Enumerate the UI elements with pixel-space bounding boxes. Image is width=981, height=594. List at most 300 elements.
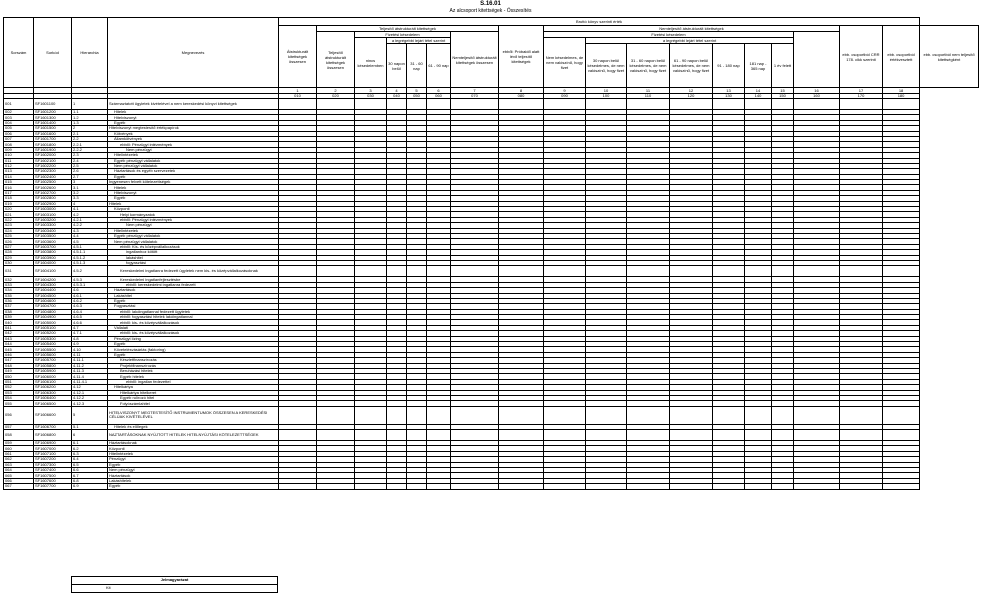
row-number: 001 — [4, 99, 34, 110]
row-code: SF1603300 — [34, 223, 72, 228]
group-header-nemteljesito: Nemteljesítő átstrukturált kitettségek — [544, 26, 840, 32]
row-hierarchy: 1.1 — [72, 110, 108, 115]
row-hierarchy: 4.2.2 — [72, 223, 108, 228]
col-header-5: 31 - 60 nap — [407, 44, 427, 88]
row-code: SF1603900 — [34, 255, 72, 260]
value-cell[interactable] — [544, 406, 586, 424]
row-code: SF1606200 — [34, 385, 72, 390]
row-name: Háztartások — [108, 473, 279, 478]
value-cell[interactable] — [772, 99, 794, 110]
row-name: Egyéb — [108, 484, 279, 489]
value-cell[interactable] — [670, 266, 713, 277]
column-number: 10 — [586, 88, 627, 94]
row-hierarchy: 2.7 — [72, 174, 108, 179]
page-title: S.16.01 — [480, 1, 501, 7]
row-name: Pénzügyi lízing — [108, 336, 279, 341]
row-code: SF1605100 — [34, 325, 72, 330]
value-cell[interactable] — [387, 99, 407, 110]
row-name: Nem pénzügyi — [108, 468, 279, 473]
row-code: SF1602900 — [34, 201, 72, 206]
row-number: 029 — [4, 255, 34, 260]
row-code: SF1604300 — [34, 282, 72, 287]
value-cell[interactable] — [499, 99, 544, 110]
column-number: 12 — [670, 88, 713, 94]
row-hierarchy: 6.7 — [72, 473, 108, 478]
row-hierarchy: 4.8 — [72, 336, 108, 341]
row-name: Egyéb rulírozó hitel — [108, 395, 279, 400]
row-number: 054 — [4, 395, 34, 400]
row-hierarchy: 4.5.1.2 — [72, 255, 108, 260]
row-number: 044 — [4, 342, 34, 347]
value-cell[interactable] — [317, 484, 355, 489]
row-number: 009 — [4, 147, 34, 152]
value-cell[interactable] — [279, 266, 317, 277]
value-cell[interactable] — [627, 484, 670, 489]
row-hierarchy: 6.6 — [72, 468, 108, 473]
row-hierarchy: 6.4 — [72, 457, 108, 462]
value-cell[interactable] — [427, 406, 451, 424]
value-cell[interactable] — [355, 266, 387, 277]
row-name: fogyasztási — [108, 260, 279, 265]
row-hierarchy: 3.3 — [72, 196, 108, 201]
row-number: 042 — [4, 331, 34, 336]
value-cell[interactable] — [627, 99, 670, 110]
row-number: 027 — [4, 244, 34, 249]
row-hierarchy: 4.5.1 — [72, 244, 108, 249]
row-name: Helyi kormányzatok — [108, 212, 279, 217]
column-code: 130 — [713, 94, 745, 99]
row-hierarchy: 4.5.1.1 — [72, 250, 108, 255]
row-number: 014 — [4, 174, 34, 179]
value-cell[interactable] — [499, 406, 544, 424]
row-number: 052 — [4, 385, 34, 390]
column-code: 170 — [840, 94, 883, 99]
row-name: ebből: Kis- és középvállalkozások — [108, 244, 279, 249]
row-number: 005 — [4, 126, 34, 131]
value-cell[interactable] — [772, 406, 794, 424]
row-number: 025 — [4, 233, 34, 238]
row-hierarchy: 4 — [72, 201, 108, 206]
row-hierarchy: 6.9 — [72, 484, 108, 489]
row-number: 021 — [4, 212, 34, 217]
row-number: 040 — [4, 320, 34, 325]
value-cell[interactable] — [586, 99, 627, 110]
row-hierarchy: 4.5 — [72, 239, 108, 244]
column-number: 2 — [317, 88, 355, 94]
row-hierarchy: 6.2 — [72, 446, 108, 451]
col-header-13: 91 - 180 nap — [713, 44, 745, 88]
legend-value: Kit — [106, 585, 111, 590]
value-cell[interactable] — [387, 430, 407, 441]
row-number: 018 — [4, 196, 34, 201]
value-cell[interactable] — [840, 484, 883, 489]
row-code: SF1606000 — [34, 374, 72, 379]
value-cell[interactable] — [544, 266, 586, 277]
row-name: Központi — [108, 446, 279, 451]
row-code: SF1607600 — [34, 478, 72, 483]
row-hierarchy: 4.11.3 — [72, 368, 108, 373]
value-cell[interactable] — [713, 430, 745, 441]
value-cell[interactable] — [713, 266, 745, 277]
row-name: Lakáshitelek — [108, 478, 279, 483]
row-number: 049 — [4, 368, 34, 373]
row-number: 034 — [4, 288, 34, 293]
row-name: Államkötvények — [108, 136, 279, 141]
value-cell[interactable] — [317, 266, 355, 277]
value-cell[interactable] — [772, 430, 794, 441]
row-hierarchy: 4.5.2 — [72, 266, 108, 277]
row-name: Származtatott ügyletek kivételével a nem kereskedési könyvi kitettségek — [108, 99, 279, 110]
row-hierarchy: 4.12.2 — [72, 395, 108, 400]
value-cell[interactable] — [745, 99, 772, 110]
value-cell[interactable] — [670, 430, 713, 441]
value-cell[interactable] — [794, 266, 840, 277]
row-name: Nem pénzügyi — [108, 147, 279, 152]
value-cell[interactable] — [883, 484, 920, 489]
row-code: SF1604200 — [34, 277, 72, 282]
value-cell[interactable] — [355, 430, 387, 441]
value-cell[interactable] — [586, 266, 627, 277]
value-cell[interactable] — [427, 484, 451, 489]
value-cell[interactable] — [544, 99, 586, 110]
row-name: Egyéb — [108, 298, 279, 303]
value-cell[interactable] — [794, 406, 840, 424]
value-cell[interactable] — [407, 430, 427, 441]
column-code: 060 — [427, 94, 451, 99]
row-hierarchy: 4.2.1 — [72, 217, 108, 222]
column-code: 140 — [745, 94, 772, 99]
row-name: Háztartások — [108, 288, 279, 293]
value-cell[interactable] — [451, 406, 499, 424]
row-code: SF1605300 — [34, 336, 72, 341]
row-hierarchy: 4.6.4 — [72, 309, 108, 314]
row-number: 015 — [4, 180, 34, 185]
row-number: 033 — [4, 282, 34, 287]
row-name: Folyószámlahitel — [108, 401, 279, 406]
row-hierarchy: 2 — [72, 126, 108, 131]
value-cell[interactable] — [713, 484, 745, 489]
row-name: Fogyasztási — [108, 304, 279, 309]
value-cell[interactable] — [499, 484, 544, 489]
row-number: 055 — [4, 401, 34, 406]
col-header-9: Nem késedelmes, de nem valószínű, hogy fizet — [544, 38, 586, 88]
col-header-6: 61 - 90 nap — [427, 44, 451, 88]
column-code: 160 — [794, 94, 840, 99]
row-name: Egyéb — [108, 462, 279, 467]
row-code: SF1601800 — [34, 142, 72, 147]
row-number: 059 — [4, 441, 34, 446]
row-number: 045 — [4, 347, 34, 352]
row-code: SF1607000 — [34, 446, 72, 451]
value-cell[interactable] — [840, 430, 883, 441]
row-code: SF1605500 — [34, 347, 72, 352]
row-code: SF1604500 — [34, 293, 72, 298]
row-name: Hitelviszonyt megtestesítő értékpapírok — [108, 126, 279, 131]
row-hierarchy: 1.2 — [72, 115, 108, 120]
row-code: SF1606100 — [34, 379, 72, 384]
col-header-11: 31 - 60 napon belül késedelmes, de nem valószínű, hogy fizet — [627, 44, 670, 88]
row-code: SF1601400 — [34, 120, 72, 125]
row-number: 010 — [4, 153, 34, 158]
row-name: ebből: kis- és középvállalkozások — [108, 320, 279, 325]
row-code: SF1607200 — [34, 457, 72, 462]
row-hierarchy: 4.11.1 — [72, 358, 108, 363]
value-cell[interactable] — [317, 430, 355, 441]
col-header-2: Teljesítő átstrukturált kitettségek összesen — [317, 32, 355, 88]
column-number: 7 — [451, 88, 499, 94]
row-number: 047 — [4, 358, 34, 363]
column-number: 3 — [355, 88, 387, 94]
value-cell[interactable] — [745, 266, 772, 277]
row-code: SF1602500 — [34, 180, 72, 185]
row-name: Hitelek — [108, 201, 279, 206]
column-code: 120 — [670, 94, 713, 99]
row-number: 061 — [4, 451, 34, 456]
row-name: Lakáshitel — [108, 293, 279, 298]
value-cell[interactable] — [279, 406, 317, 424]
row-name: Vállalati — [108, 325, 279, 330]
row-number: 041 — [4, 325, 34, 330]
row-number: 031 — [4, 266, 34, 277]
row-hierarchy: 4.7.1 — [72, 331, 108, 336]
col-header-7: ebből: Próbaidő alatt lévő teljesítő kitettségek — [499, 26, 544, 88]
column-number: 17 — [840, 88, 883, 94]
value-cell[interactable] — [499, 430, 544, 441]
row-name: Pénzügyi — [108, 457, 279, 462]
row-hierarchy: 4.1 — [72, 207, 108, 212]
row-hierarchy: 4.2 — [72, 212, 108, 217]
value-cell[interactable] — [407, 266, 427, 277]
value-cell[interactable] — [451, 266, 499, 277]
row-number: 060 — [4, 446, 34, 451]
row-name: Hitelviszonyt — [108, 190, 279, 195]
value-cell[interactable] — [745, 484, 772, 489]
row-code: SF1607100 — [34, 451, 72, 456]
column-number: 15 — [772, 88, 794, 94]
value-cell[interactable] — [544, 484, 586, 489]
value-cell[interactable] — [794, 484, 840, 489]
column-number: 13 — [713, 88, 745, 94]
value-cell[interactable] — [840, 266, 883, 277]
value-cell[interactable] — [427, 99, 451, 110]
row-number: 051 — [4, 379, 34, 384]
row-name: Egyéb pénzügyi vállalatok — [108, 158, 279, 163]
value-cell[interactable] — [355, 99, 387, 110]
report-table — [3, 17, 979, 490]
value-cell[interactable] — [883, 406, 920, 424]
row-name: Egyéb hitelek — [108, 374, 279, 379]
row-name: ingatlanhoz kötött — [108, 250, 279, 255]
col-header-16: ebb. csoportból CRR 178. cikk szerinti — [840, 26, 883, 88]
row-number: 043 — [4, 336, 34, 341]
value-cell[interactable] — [670, 484, 713, 489]
row-code: SF1603400 — [34, 228, 72, 233]
row-hierarchy: 2.4 — [72, 158, 108, 163]
value-cell[interactable] — [883, 99, 920, 110]
value-cell[interactable] — [745, 406, 772, 424]
row-hierarchy: 4.5.3 — [72, 277, 108, 282]
value-cell[interactable] — [387, 484, 407, 489]
col-header-megnevezes: Megnevezés — [108, 18, 279, 88]
value-cell[interactable] — [627, 406, 670, 424]
row-code: SF1607700 — [34, 484, 72, 489]
value-cell[interactable] — [713, 99, 745, 110]
row-code: SF1606600 — [34, 406, 72, 424]
column-number: 4 — [387, 88, 407, 94]
col-header-17: ebb. csoportból értékvesztett — [883, 26, 920, 88]
value-cell[interactable] — [451, 430, 499, 441]
row-name: Beruházási hitelek — [108, 368, 279, 373]
row-code: SF1602300 — [34, 169, 72, 174]
value-cell[interactable] — [745, 430, 772, 441]
value-cell[interactable] — [355, 484, 387, 489]
row-hierarchy: 4.4 — [72, 233, 108, 238]
row-hierarchy: 6.3 — [72, 451, 108, 456]
value-cell[interactable] — [794, 430, 840, 441]
column-number: 14 — [745, 88, 772, 94]
row-code: SF1602600 — [34, 185, 72, 190]
row-number: 020 — [4, 207, 34, 212]
row-code: SF1602000 — [34, 153, 72, 158]
row-name: Hitelviszonyt — [108, 115, 279, 120]
row-hierarchy: 4.9 — [72, 342, 108, 347]
row-number: 056 — [4, 406, 34, 424]
row-code: SF1605700 — [34, 358, 72, 363]
row-name: NAZTARTÁSOKNAK NYÚJTOTT HITELEK HITELNYÚJTÁSI KÖTELEZETTSÉGEK — [108, 430, 279, 441]
column-code: 090 — [544, 94, 586, 99]
value-cell[interactable] — [279, 484, 317, 489]
value-cell[interactable] — [279, 430, 317, 441]
row-number: 064 — [4, 468, 34, 473]
value-cell[interactable] — [387, 266, 407, 277]
value-cell[interactable] — [883, 430, 920, 441]
column-code: 150 — [772, 94, 794, 99]
row-code: SF1601100 — [34, 99, 72, 110]
row-code: SF1606400 — [34, 395, 72, 400]
value-cell[interactable] — [407, 99, 427, 110]
row-code: SF1606800 — [34, 430, 72, 441]
row-code: SF1603600 — [34, 239, 72, 244]
row-number: 017 — [4, 190, 34, 195]
row-code: SF1605000 — [34, 320, 72, 325]
row-code: SF1602800 — [34, 196, 72, 201]
row-hierarchy: 4.11.4.1 — [72, 379, 108, 384]
value-cell[interactable] — [544, 430, 586, 441]
row-code: SF1606700 — [34, 424, 72, 429]
value-cell[interactable] — [794, 99, 840, 110]
group-header-brutto: Bruttó könyv szerinti érték — [279, 18, 920, 26]
value-cell[interactable] — [407, 484, 427, 489]
row-hierarchy: 4.11 — [72, 352, 108, 357]
legend-box — [71, 576, 278, 593]
value-cell[interactable] — [840, 406, 883, 424]
value-cell[interactable] — [355, 406, 387, 424]
col-header-10: 30 napon belül késedelmes, de nem valószínű, hogy fizet — [586, 44, 627, 88]
column-number: 5 — [407, 88, 427, 94]
value-cell[interactable] — [407, 406, 427, 424]
row-name: ebből: kis- és középvállalkozások — [108, 331, 279, 336]
column-code: 050 — [407, 94, 427, 99]
value-cell[interactable] — [840, 99, 883, 110]
row-hierarchy: 3.1 — [72, 185, 108, 190]
value-cell[interactable] — [883, 266, 920, 277]
row-hierarchy: 4.5.3.1 — [72, 282, 108, 287]
row-hierarchy: 6 — [72, 430, 108, 441]
value-cell[interactable] — [427, 266, 451, 277]
value-cell[interactable] — [670, 406, 713, 424]
row-name: ebből: kereskedelmi ingatlanra fedezett — [108, 282, 279, 287]
row-code: SF1605800 — [34, 363, 72, 368]
value-cell[interactable] — [427, 430, 451, 441]
col-header-14: 181 nap - 365 nap — [745, 44, 772, 88]
row-code: SF1601300 — [34, 115, 72, 120]
row-number: 013 — [4, 169, 34, 174]
value-cell[interactable] — [586, 430, 627, 441]
row-name: Nem pénzügyi — [108, 223, 279, 228]
table-row — [4, 484, 979, 489]
row-name: ebből: ingatlan fedezettel — [108, 379, 279, 384]
row-hierarchy: 6.8 — [72, 478, 108, 483]
row-code: SF1603000 — [34, 207, 72, 212]
row-name: Egyéb — [108, 120, 279, 125]
value-cell[interactable] — [317, 99, 355, 110]
row-number: 030 — [4, 260, 34, 265]
column-code: 080 — [499, 94, 544, 99]
value-cell[interactable] — [670, 99, 713, 110]
value-cell[interactable] — [772, 266, 794, 277]
value-cell[interactable] — [713, 406, 745, 424]
row-hierarchy: 4.6.3 — [72, 304, 108, 309]
value-cell[interactable] — [451, 99, 499, 110]
row-hierarchy: 2.2 — [72, 136, 108, 141]
row-name: Háztartások és egyéb szervezetek — [108, 169, 279, 174]
legend-title: Jelmagyarázat — [72, 577, 277, 585]
value-cell[interactable] — [627, 430, 670, 441]
row-code: SF1601700 — [34, 136, 72, 141]
page-subtitle: Az alcsoport kitettségek - Összesítés — [449, 8, 532, 14]
row-hierarchy: 4.11.4 — [72, 374, 108, 379]
value-cell[interactable] — [387, 406, 407, 424]
row-hierarchy: 3 — [72, 180, 108, 185]
row-number: 023 — [4, 223, 34, 228]
row-code: SF1603100 — [34, 212, 72, 217]
value-cell[interactable] — [499, 266, 544, 277]
value-cell[interactable] — [586, 406, 627, 424]
row-hierarchy: 4.5.1.3 — [72, 260, 108, 265]
column-number: 1 — [279, 88, 317, 94]
value-cell[interactable] — [279, 99, 317, 110]
value-cell[interactable] — [586, 484, 627, 489]
row-name: Egyéb — [108, 352, 279, 357]
row-name: Hitelek — [108, 110, 279, 115]
table-row — [4, 99, 979, 110]
col-header-12: 61 - 90 napon belül késedelmes, de nem valószínű, hogy fizet — [670, 44, 713, 88]
row-name: Hitelintézetek — [108, 153, 279, 158]
value-cell[interactable] — [772, 484, 794, 489]
column-number: 11 — [627, 88, 670, 94]
value-cell[interactable] — [627, 266, 670, 277]
row-name: HITELVISZONYT MEGTESTESÍTŐ INSTRUMENTUMOK ÖSSZESEN A KERESKEDÉSI CÉLÚAK KIVÉTELÉVEL — [108, 406, 279, 424]
value-cell[interactable] — [451, 484, 499, 489]
row-number: 065 — [4, 473, 34, 478]
row-number: 058 — [4, 430, 34, 441]
row-hierarchy: 2.5 — [72, 163, 108, 168]
row-hierarchy: 4.6.2 — [72, 298, 108, 303]
row-code: SF1604700 — [34, 304, 72, 309]
value-cell[interactable] — [317, 406, 355, 424]
row-name: Projektfinanszírozás — [108, 363, 279, 368]
row-hierarchy: 1.3 — [72, 120, 108, 125]
